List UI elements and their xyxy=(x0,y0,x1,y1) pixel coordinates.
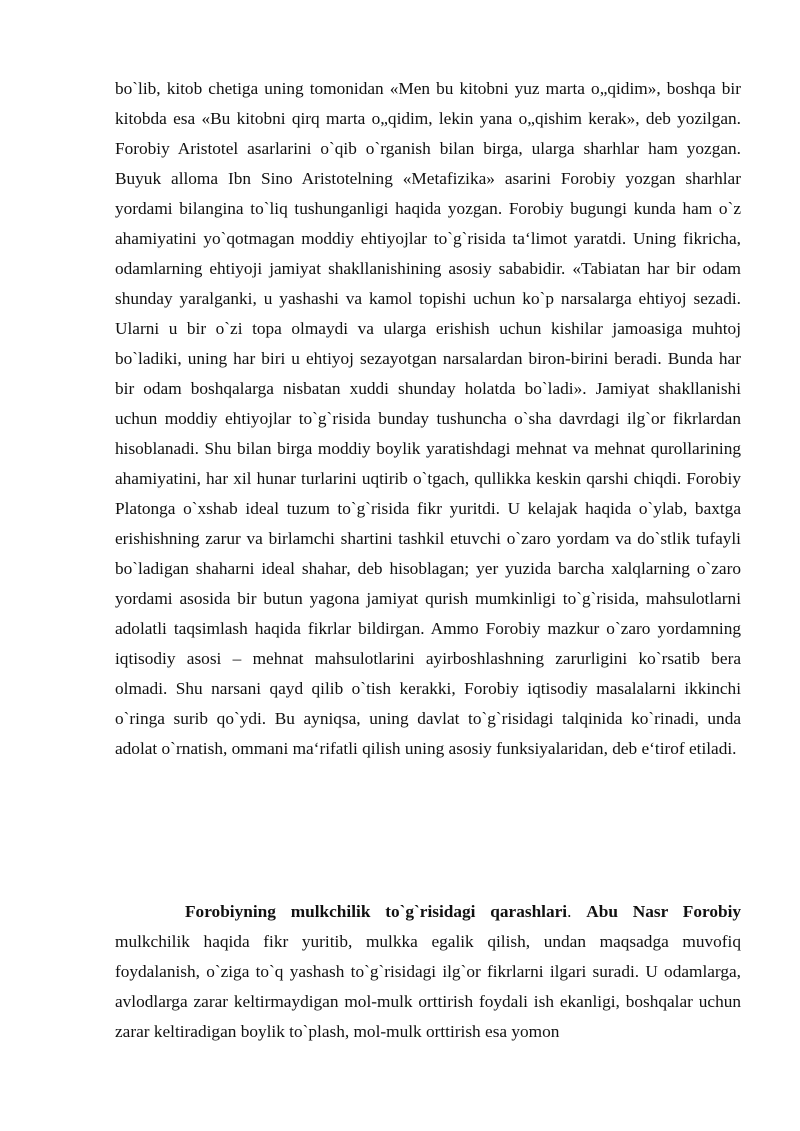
paragraph-body: mulkchilik haqida fikr yuritib, mulkka egalik qilish, undan maqsadga muvofiq foydalanish, o`ziga to`q yashash to`g`risidagi ilg`or fikrlarni ilgari suradi. U odamlarga, avlodlarga zarar keltirmaydigan mol-mulk orttirish foydali ish ekanligi, boshqalar uchun zarar keltiradigan boylik to`plash, mol-mulk orttirish esa yomon xyxy=(115,932,741,1041)
body-paragraph-1 xyxy=(115,74,741,764)
heading-punctuation: . xyxy=(567,902,587,921)
author-name: Abu Nasr Forobiy xyxy=(586,902,742,921)
paragraph-text-2 xyxy=(115,897,741,1047)
section-heading: Forobiyning mulkchilik to`g`risidagi qarashlari xyxy=(185,902,568,921)
body-paragraph-2 xyxy=(115,897,741,1047)
paragraph-text: bo`lib, kitob chetiga uning tomonidan «Men bu kitobni yuz marta o„qidim», boshqa bir kitobda esa «Bu kitobni qirq marta o„qidim, lekin yana o„qishim kerak», deb yozilgan. Forobiy Aristotel asarlarini o`qib o`rganish bilan birga, ularga sharhlar ham yozgan. Buyuk alloma Ibn Sino Aristotelning «Metafizika» asarini Forobiy yozgan sharhlar yordami bilangina to`liq tushunganligi haqida yozgan. Forobiy bugungi kunda ham o`z ahamiyatini yo`qotmagan moddiy ehtiyojlar to`g`risida ta‘limot yaratdi. Uning fikricha, odamlarning ehtiyoji jamiyat shakllanishining asosiy sababidir. «Tabiatan har bir odam shunday yaralganki, u yashashi va kamol topishi uchun ko`p narsalarga ehtiyoj sezadi. Ularni u bir o`zi topa olmaydi va ularga erishish uchun kishilar jamoasiga muhtoj bo`ladiki, uning har biri u ehtiyoj sezayotgan narsalardan biron-birini beradi. Bunda har bir odam boshqalarga nisbatan xuddi shunday holatda bo`ladi». Jamiyat shakllanishi uchun moddiy ehtiyojlar to`g`risida bunday tushuncha o`sha davrdagi ilg`or fikrlardan hisoblanadi. Shu bilan birga moddiy boylik yaratishdagi mehnat va mehnat qurollarining ahamiyatini, har xil hunar turlarini uqtirib o`tgach, qullikka keskin qarshi chiqdi. Forobiy Platonga o`xshab ideal tuzum to`g`risida fikr yuritdi. U kelajak haqida o`ylab, baxtga erishishning zarur va birlamchi shartini tashkil etuvchi o`zaro yordam va do`stlik tufayli bo`ladigan shaharni ideal shahar, deb hisoblagan; yer yuzida barcha xalqlarning o`zaro yordami asosida bir butun yagona jamiyat qurish mumkinligi to`g`risida, mahsulotlarni adolatli taqsimlash haqida fikrlar bildirgan. Ammo Forobiy mazkur o`zaro yordamning iqtisodiy asosi – mehnat mahsulotlarini ayirboshlashning zarurligini ko`rsatib bera olmadi. Shu narsani qayd qilib o`tish kerakki, Forobiy iqtisodiy masalalarni ikkinchi o`ringa surib qo`ydi. Bu ayniqsa, uning davlat to`g`risidagi talqinida ko`rinadi, unda adolat o`rnatish, ommani ma‘rifatli qilish uning asosiy funksiyalaridan, deb e‘tirof etiladi. xyxy=(115,79,741,758)
